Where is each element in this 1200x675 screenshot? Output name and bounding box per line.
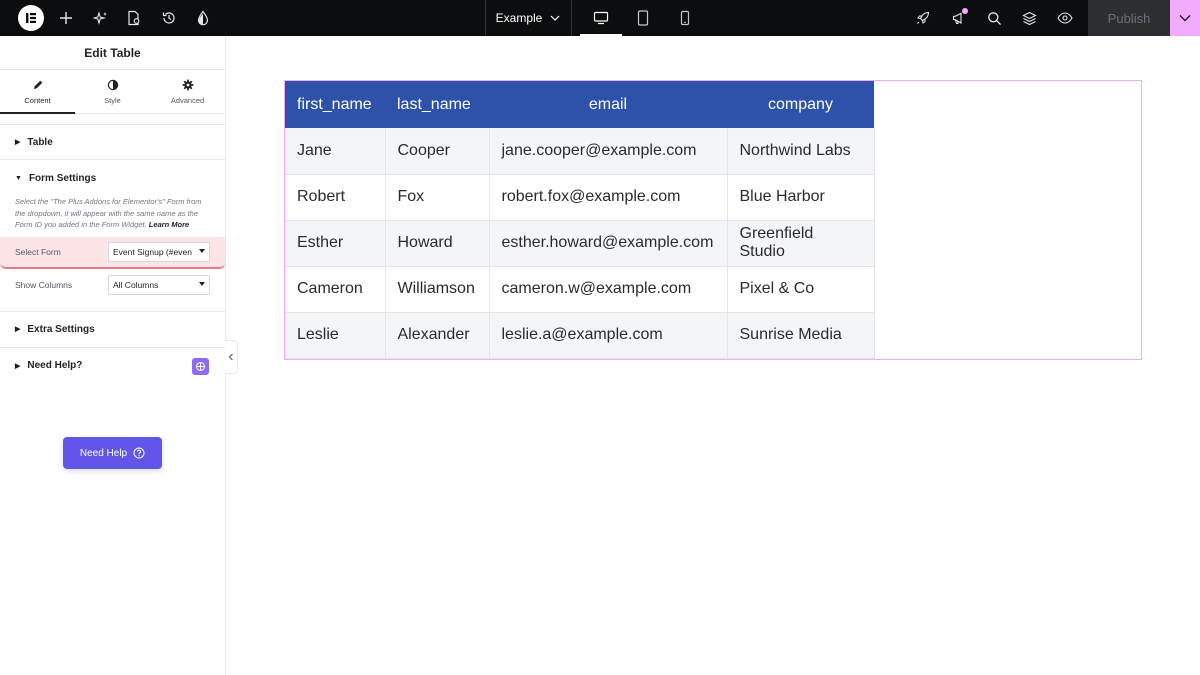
table-row [285, 266, 874, 312]
section-label: Form Settings [28, 172, 97, 184]
page-selector[interactable] [486, 0, 570, 36]
chevron-down-icon [550, 15, 560, 21]
table-cell: Pixel & Co [727, 266, 874, 312]
table-cell: Esther [285, 220, 385, 266]
tab-label: Advanced [170, 95, 205, 105]
collapse-panel-handle[interactable] [225, 340, 238, 374]
data-table [285, 81, 875, 359]
show-columns-label: Show Columns [15, 279, 73, 290]
history-icon[interactable] [152, 0, 186, 36]
section-form-settings [0, 160, 225, 312]
show-columns-dropdown[interactable] [108, 275, 210, 295]
panel-title: Edit Table [0, 36, 225, 70]
page-name: Example [495, 11, 543, 25]
column-header[interactable]: company [727, 81, 874, 128]
tab-advanced[interactable] [150, 70, 225, 113]
table-cell: Williamson [385, 266, 489, 312]
pencil-icon [32, 79, 44, 91]
page-settings-icon[interactable] [117, 0, 151, 36]
elementor-logo-icon[interactable] [18, 5, 44, 31]
section-label: Table [27, 136, 53, 148]
section-table[interactable] [0, 124, 225, 160]
rocket-icon[interactable] [906, 0, 940, 36]
table-cell: Cooper [385, 128, 489, 174]
caret-right-icon: ▶ [15, 362, 21, 370]
caret-right-icon: ▶ [15, 326, 21, 333]
table-cell: jane.cooper@example.com [489, 128, 727, 174]
editor-panel [0, 36, 226, 675]
select-form-value: Event Signup (#even [113, 246, 192, 257]
need-help-button[interactable] [63, 437, 162, 469]
table-cell: esther.howard@example.com [489, 220, 727, 266]
table-cell: robert.fox@example.com [489, 174, 727, 220]
separator [571, 0, 572, 36]
form-settings-description [0, 196, 225, 231]
table-cell: Sunrise Media [727, 312, 874, 358]
caret-down-icon: ▼ [15, 174, 22, 182]
dropdown-arrow-icon [199, 249, 205, 253]
ai-sparkle-icon[interactable] [84, 0, 118, 36]
table-cell: Jane [285, 128, 385, 174]
tablet-view-icon[interactable] [622, 0, 664, 36]
table-cell: Fox [385, 174, 489, 220]
notifications-megaphone-icon[interactable] [942, 0, 976, 36]
section-label: Extra Settings [27, 323, 95, 335]
table-cell: Cameron [285, 266, 385, 312]
question-circle-icon [133, 447, 145, 459]
contrast-icon [107, 79, 119, 91]
table-cell: Greenfield Studio [727, 220, 874, 266]
tab-label: Style [104, 95, 121, 105]
select-form-control [0, 237, 225, 269]
section-extra-settings[interactable] [0, 312, 225, 348]
section-need-help[interactable] [0, 348, 225, 384]
desktop-view-icon[interactable] [580, 0, 622, 36]
add-element-icon[interactable] [49, 0, 83, 36]
column-header[interactable]: first_name [285, 81, 385, 128]
tab-label: Content [24, 95, 51, 105]
top-bar [0, 0, 1200, 36]
description-text: Select the "The Plus Addons for Elementor's" Form from the dropdown, it will appear with the same name as the Form ID you added in the Form Widget. [15, 197, 202, 229]
table-row [285, 312, 874, 358]
chevron-left-icon [228, 353, 234, 361]
preview-eye-icon[interactable] [1048, 0, 1082, 36]
select-form-dropdown[interactable] [108, 242, 210, 262]
plus-addons-icon [192, 358, 209, 375]
table-cell: leslie.a@example.com [489, 312, 727, 358]
learn-more-link[interactable]: Learn More [148, 220, 190, 229]
search-icon[interactable] [977, 0, 1011, 36]
show-columns-control [0, 269, 225, 301]
table-cell: Robert [285, 174, 385, 220]
need-help-label: Need Help [79, 447, 128, 459]
column-header[interactable]: email [489, 81, 727, 128]
table-cell: Leslie [285, 312, 385, 358]
notification-dot [962, 8, 968, 14]
caret-right-icon: ▶ [15, 139, 21, 146]
section-label: Need Help? [27, 360, 83, 371]
publish-options-chevron-icon[interactable] [1170, 0, 1200, 36]
table-cell: cameron.w@example.com [489, 266, 727, 312]
show-columns-value: All Columns [113, 279, 159, 290]
publish-button[interactable]: Publish [1088, 0, 1170, 36]
structure-layers-icon[interactable] [1012, 0, 1046, 36]
select-form-label: Select Form [15, 246, 61, 257]
table-row [285, 128, 874, 174]
table-header-row [285, 81, 874, 128]
table-cell: Alexander [385, 312, 489, 358]
tab-style[interactable] [75, 70, 150, 113]
tab-content[interactable] [0, 70, 75, 113]
table-cell: Howard [385, 220, 489, 266]
table-row [285, 220, 874, 266]
column-header[interactable]: last_name [385, 81, 489, 128]
gear-icon [182, 79, 194, 91]
dropdown-arrow-icon [199, 282, 205, 286]
site-settings-drop-icon[interactable] [186, 0, 220, 36]
table-cell: Blue Harbor [727, 174, 874, 220]
mobile-view-icon[interactable] [664, 0, 706, 36]
table-widget[interactable] [284, 80, 1142, 360]
table-row [285, 174, 874, 220]
table-cell: Northwind Labs [727, 128, 874, 174]
section-form-settings-header[interactable] [0, 160, 225, 196]
panel-tabs [0, 70, 225, 114]
